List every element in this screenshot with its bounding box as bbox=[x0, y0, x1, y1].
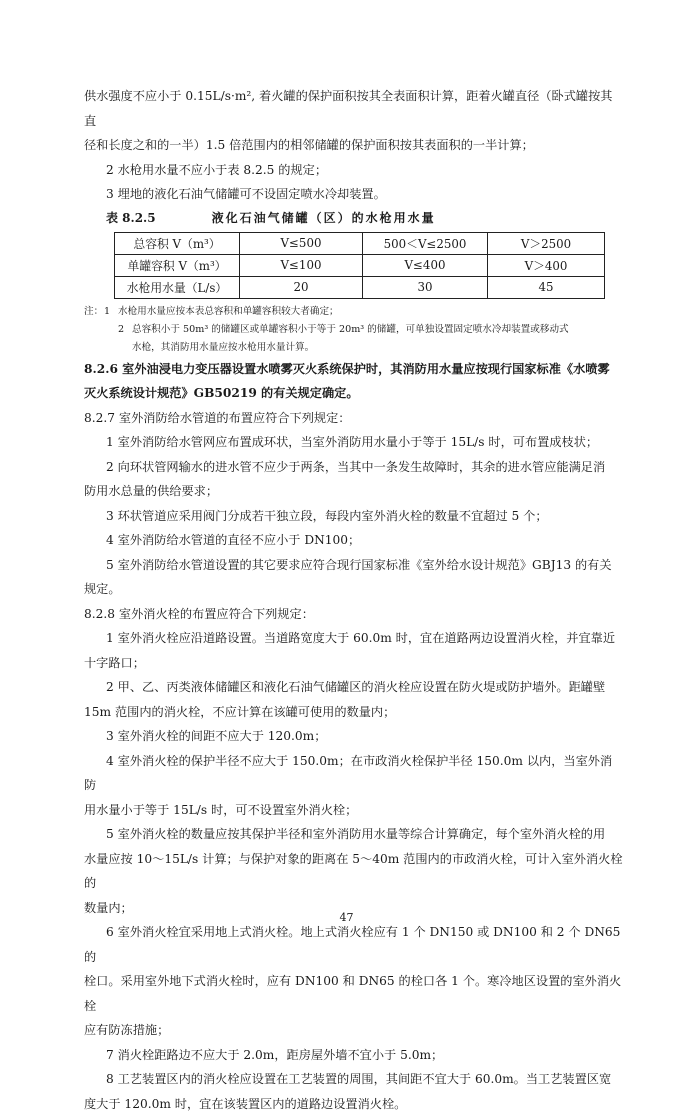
clause-8-2-8-heading: 8.2.8 室外消火栓的布置应符合下列规定： bbox=[84, 602, 624, 627]
list-item: 2 向环状管网输水的进水管不应少于两条，当其中一条发生故障时，其余的进水管应能满足消 bbox=[84, 455, 624, 480]
table-note-continued: 水枪，其消防用水量应按水枪用水量计算。 bbox=[84, 339, 624, 357]
note-text: 水枪用水量应按本表总容积和单罐容积较大者确定； bbox=[118, 306, 339, 317]
list-item-continued: 规定。 bbox=[84, 577, 624, 602]
list-item-continued: 十字路口； bbox=[84, 651, 624, 676]
list-item: 4 室外消火栓的保护半径不应大于 150.0m；在市政消火栓保护半径 150.0m 以内，当室外消防 bbox=[84, 749, 624, 798]
table-row bbox=[115, 232, 605, 254]
list-item: 7 消火栓距路边不应大于 2.0m，距房屋外墙不宜小于 5.0m； bbox=[84, 1043, 624, 1068]
document-page bbox=[84, 84, 624, 1116]
list-item-continued: 应有防冻措施； bbox=[84, 1018, 624, 1043]
list-item-continued: 防用水总量的供给要求； bbox=[84, 479, 624, 504]
table-cell: 500＜V≤2500 bbox=[363, 232, 488, 254]
table-title: 液化石油气储罐（区）的水枪用水量 bbox=[212, 211, 436, 225]
list-item: 6 室外消火栓宜采用地上式消火栓。地上式消火栓应有 1 个 DN150 或 DN100 和 2 个 DN65 的 bbox=[84, 920, 624, 969]
table-cell: 30 bbox=[363, 276, 488, 298]
table-cell: V＞2500 bbox=[488, 232, 605, 254]
list-item: 8 工艺装置区内的消火栓应设置在工艺装置的周围，其间距不宜大于 60.0m。当工艺装置区宽 bbox=[84, 1067, 624, 1092]
list-item: 3 环状管道应采用阀门分成若干独立段，每段内室外消火栓的数量不宜超过 5 个； bbox=[84, 504, 624, 529]
list-item: 1 室外消火栓应沿道路设置。当道路宽度大于 60.0m 时，宜在道路两边设置消火栓，并宜靠近 bbox=[84, 626, 624, 651]
list-item: 5 室外消防给水管道设置的其它要求应符合现行国家标准《室外给水设计规范》GBJ13 的有关 bbox=[84, 553, 624, 578]
note-label: 注： bbox=[84, 303, 104, 321]
table-cell: V＞400 bbox=[488, 254, 605, 276]
note-number: 1 bbox=[104, 303, 118, 321]
table-caption bbox=[84, 207, 624, 229]
list-item-continued: 15m 范围内的消火栓，不应计算在该罐可使用的数量内； bbox=[84, 700, 624, 725]
table-cell: 45 bbox=[488, 276, 605, 298]
table-cell: 总容积 V（m³） bbox=[115, 232, 240, 254]
table-cell: V≤500 bbox=[240, 232, 363, 254]
table-number: 表 8.2.5 bbox=[106, 211, 156, 225]
table-row bbox=[115, 254, 605, 276]
table-note bbox=[84, 321, 624, 339]
list-item: 4 室外消防给水管道的直径不应小于 DN100； bbox=[84, 528, 624, 553]
list-item-continued: 用水量小于等于 15L/s 时，可不设置室外消火栓； bbox=[84, 798, 624, 823]
list-item: 1 室外消防给水管网应布置成环状，当室外消防用水量小于等于 15L/s 时，可布置成枝状； bbox=[84, 430, 624, 455]
table-cell: 单罐容积 V（m³） bbox=[115, 254, 240, 276]
clause-8-2-7-heading: 8.2.7 室外消防给水管道的布置应符合下列规定： bbox=[84, 406, 624, 431]
water-volume-table bbox=[114, 232, 605, 299]
note-number: 2 bbox=[118, 321, 132, 339]
list-item-continued: 数量内； bbox=[84, 896, 624, 921]
list-item-continued: 水量应按 10～15L/s 计算；与保护对象的距离在 5～40m 范围内的市政消火栓，可计入室外消火栓的 bbox=[84, 847, 624, 896]
list-item: 3 埋地的液化石油气储罐可不设固定喷水冷却装置。 bbox=[84, 182, 624, 207]
list-item-continued: 栓口。采用室外地下式消火栓时，应有 DN100 和 DN65 的栓口各 1 个。寒冷地区设置的室外消火栓 bbox=[84, 969, 624, 1018]
list-item: 5 室外消火栓的数量应按其保护半径和室外消防用水量等综合计算确定，每个室外消火栓的用 bbox=[84, 822, 624, 847]
table-cell: V≤100 bbox=[240, 254, 363, 276]
table-row bbox=[115, 276, 605, 298]
table-note bbox=[84, 303, 624, 321]
paragraph-line: 径和长度之和的一半）1.5 倍范围内的相邻储罐的保护面积按其表面积的一半计算； bbox=[84, 133, 624, 158]
table-cell: 20 bbox=[240, 276, 363, 298]
table-cell: 水枪用水量（L/s） bbox=[115, 276, 240, 298]
list-item-continued: 度大于 120.0m 时，宜在该装置区内的道路边设置消火栓。 bbox=[84, 1092, 624, 1116]
list-item: 2 水枪用水量不应小于表 8.2.5 的规定； bbox=[84, 158, 624, 183]
page-number: 47 bbox=[0, 911, 693, 924]
list-item: 3 室外消火栓的间距不应大于 120.0m； bbox=[84, 724, 624, 749]
clause-8-2-6-continued: 灭火系统设计规范》GB50219 的有关规定确定。 bbox=[84, 381, 624, 406]
clause-8-2-6: 8.2.6 室外油浸电力变压器设置水喷雾灭火系统保护时，其消防用水量应按现行国家标准《水喷雾 bbox=[84, 357, 624, 382]
paragraph-line: 供水强度不应小于 0.15L/s·m², 着火罐的保护面积按其全表面积计算，距着火罐直径（卧式罐按其直 bbox=[84, 84, 624, 133]
table-cell: V≤400 bbox=[363, 254, 488, 276]
note-text: 总容积小于 50m³ 的储罐区或单罐容积小于等于 20m³ 的储罐，可单独设置固定喷水冷却装置或移动式 bbox=[132, 324, 569, 335]
list-item: 2 甲、乙、丙类液体储罐区和液化石油气储罐区的消火栓应设置在防火堤或防护墙外。距罐壁 bbox=[84, 675, 624, 700]
